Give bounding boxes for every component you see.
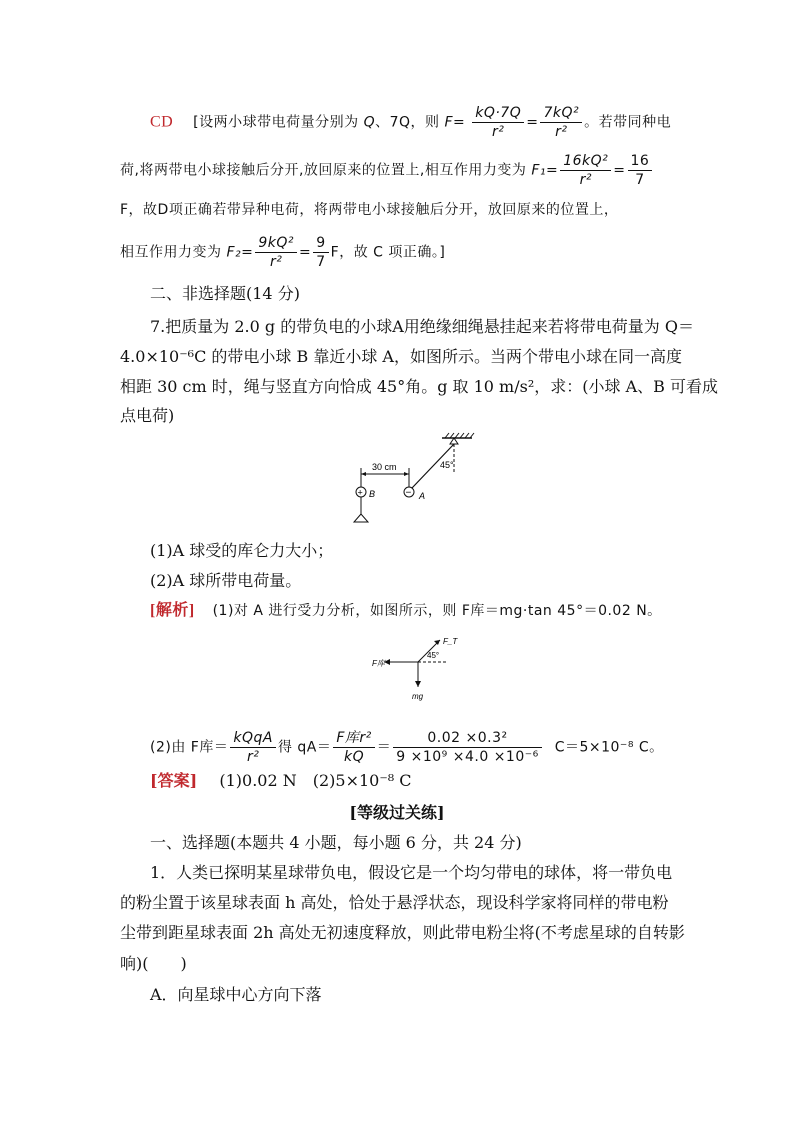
section1-title: 一、选择题(本题共 4 小题，每小题 6 分，共 24 分) (150, 833, 522, 852)
ft-label: F_T (443, 637, 458, 646)
answer6-line1: CD [设两小球带电荷量分别为 Q、7Q，则 F= $\frac{kQ\cdot 7Q}{\text{r²}}$ = $\frac{\text{7kQ²}}{\text{r²}}$ 。若带同种电 (150, 105, 672, 140)
fraction-5: $\frac{\text{9kQ²}}{\text{r²}}$ (255, 234, 297, 271)
q1-line2: 的粉尘置于该星球表面 h 高处，恰处于悬浮状态，现设科学家将同样的带电粉 (120, 893, 669, 912)
mg-label: mg (412, 692, 424, 701)
solution-tag: [解析] (150, 602, 195, 619)
q1-line3: 尘带到距星球表面 2h 高处无初速度释放，则此带电粉尘将(不考虑星球的自转影 (120, 923, 685, 942)
label-A: A (419, 491, 426, 501)
q1-option-a[interactable]: A．向星球中心方向下落 (150, 985, 322, 1004)
answer6-label: CD (150, 113, 174, 131)
section2-title: 二、非选择题(14 分) (150, 284, 300, 303)
level-title: [等级过关练] (349, 803, 445, 822)
fku-label: F库 (372, 659, 385, 668)
q1-line1: 1．人类已探明某星球带负电，假设它是一个均匀带电的球体，将一带负电 (150, 863, 673, 882)
answer6-line4: 相互作用力变为 F₂= $\frac{\text{9kQ²}}{\text{r²}}$ = $\frac{9}{7}$ F，故 C 项正确。] (120, 235, 446, 270)
angle-label: 45° (440, 460, 454, 470)
q7-line4: 点电荷) (120, 406, 175, 425)
fraction-6: $\frac{9}{7}$ (313, 234, 328, 271)
solution-line1: [解析] (1)对 A 进行受力分析，如图所示，则 F库＝mg·tan 45°＝0.02 N。 (150, 602, 662, 619)
q7-figure (350, 428, 490, 538)
angle-label-2: 45° (427, 651, 440, 660)
distance-label: 30 cm (372, 462, 397, 472)
fraction-7: $\frac{\text{kQqA}}{\text{r²}}$ (230, 729, 276, 766)
answer-tag: [答案] (150, 771, 198, 790)
solution-line2: (2)由 F库＝ $\frac{\text{kQqA}}{\text{r²}}$ 得 qA＝ $\frac{\text{F库r²}}{kQ}$ ＝ $\frac{\text{0.02 ×0.3²}}{\text{9 ×10⁹ ×4.0 ×10⁻⁶}}$ C＝5×10⁻⁸ C。 (150, 730, 664, 765)
q7-sub1: (1)A 球受的库仑力大小； (150, 541, 334, 560)
label-B: B (369, 489, 376, 499)
answer6-line2: 荷,将两带电小球接触后分开,放回原来的位置上,相互作用力变为 F₁= $\frac{\text{16kQ²}}{\text{r²}}$ = $\frac{16}{7}$ (120, 152, 654, 189)
force-diagram (370, 632, 480, 702)
fraction-8: $\frac{\text{F库r²}}{kQ}$ (333, 729, 374, 766)
q7-line2: 4.0×10⁻⁶C 的带电小球 B 靠近小球 A，如图所示。当两个带电小球在同一高度 (120, 347, 682, 366)
q7-line1: 7.把质量为 2.0 g 的带负电的小球A用绝缘细绳悬挂起来若将带电荷量为 Q＝ (150, 317, 694, 336)
fraction-3: $\frac{\text{16kQ²}}{\text{r²}}$ (560, 152, 611, 189)
fraction-1: $\frac{kQ\cdot 7Q}{\text{r²}}$ (472, 104, 524, 141)
fraction-9: $\frac{\text{0.02 ×0.3²}}{\text{9 ×10⁹ ×4.0 ×10⁻⁶}}$ (393, 729, 541, 766)
answer6-line3: F，故D项正确若带异种电荷，将两带电小球接触后分开，放回原来的位置上， (120, 202, 619, 218)
plus-sign: + (357, 487, 363, 498)
fraction-2: $\frac{\text{7kQ²}}{\text{r²}}$ (540, 104, 582, 141)
minus-sign: − (405, 487, 412, 499)
q7-sub2: (2)A 球所带电荷量。 (150, 571, 302, 590)
q7-line3: 相距 30 cm 时，绳与竖直方向恰成 45°角。g 取 10 m/s²，求：(小球 A、B 可看成 (120, 377, 718, 396)
answer-line: [答案] (1)0.02 N (2)5×10⁻⁸ C (150, 771, 412, 790)
fraction-4: $\frac{16}{7}$ (628, 152, 653, 189)
q1-line4: 响)( ) (120, 954, 187, 973)
